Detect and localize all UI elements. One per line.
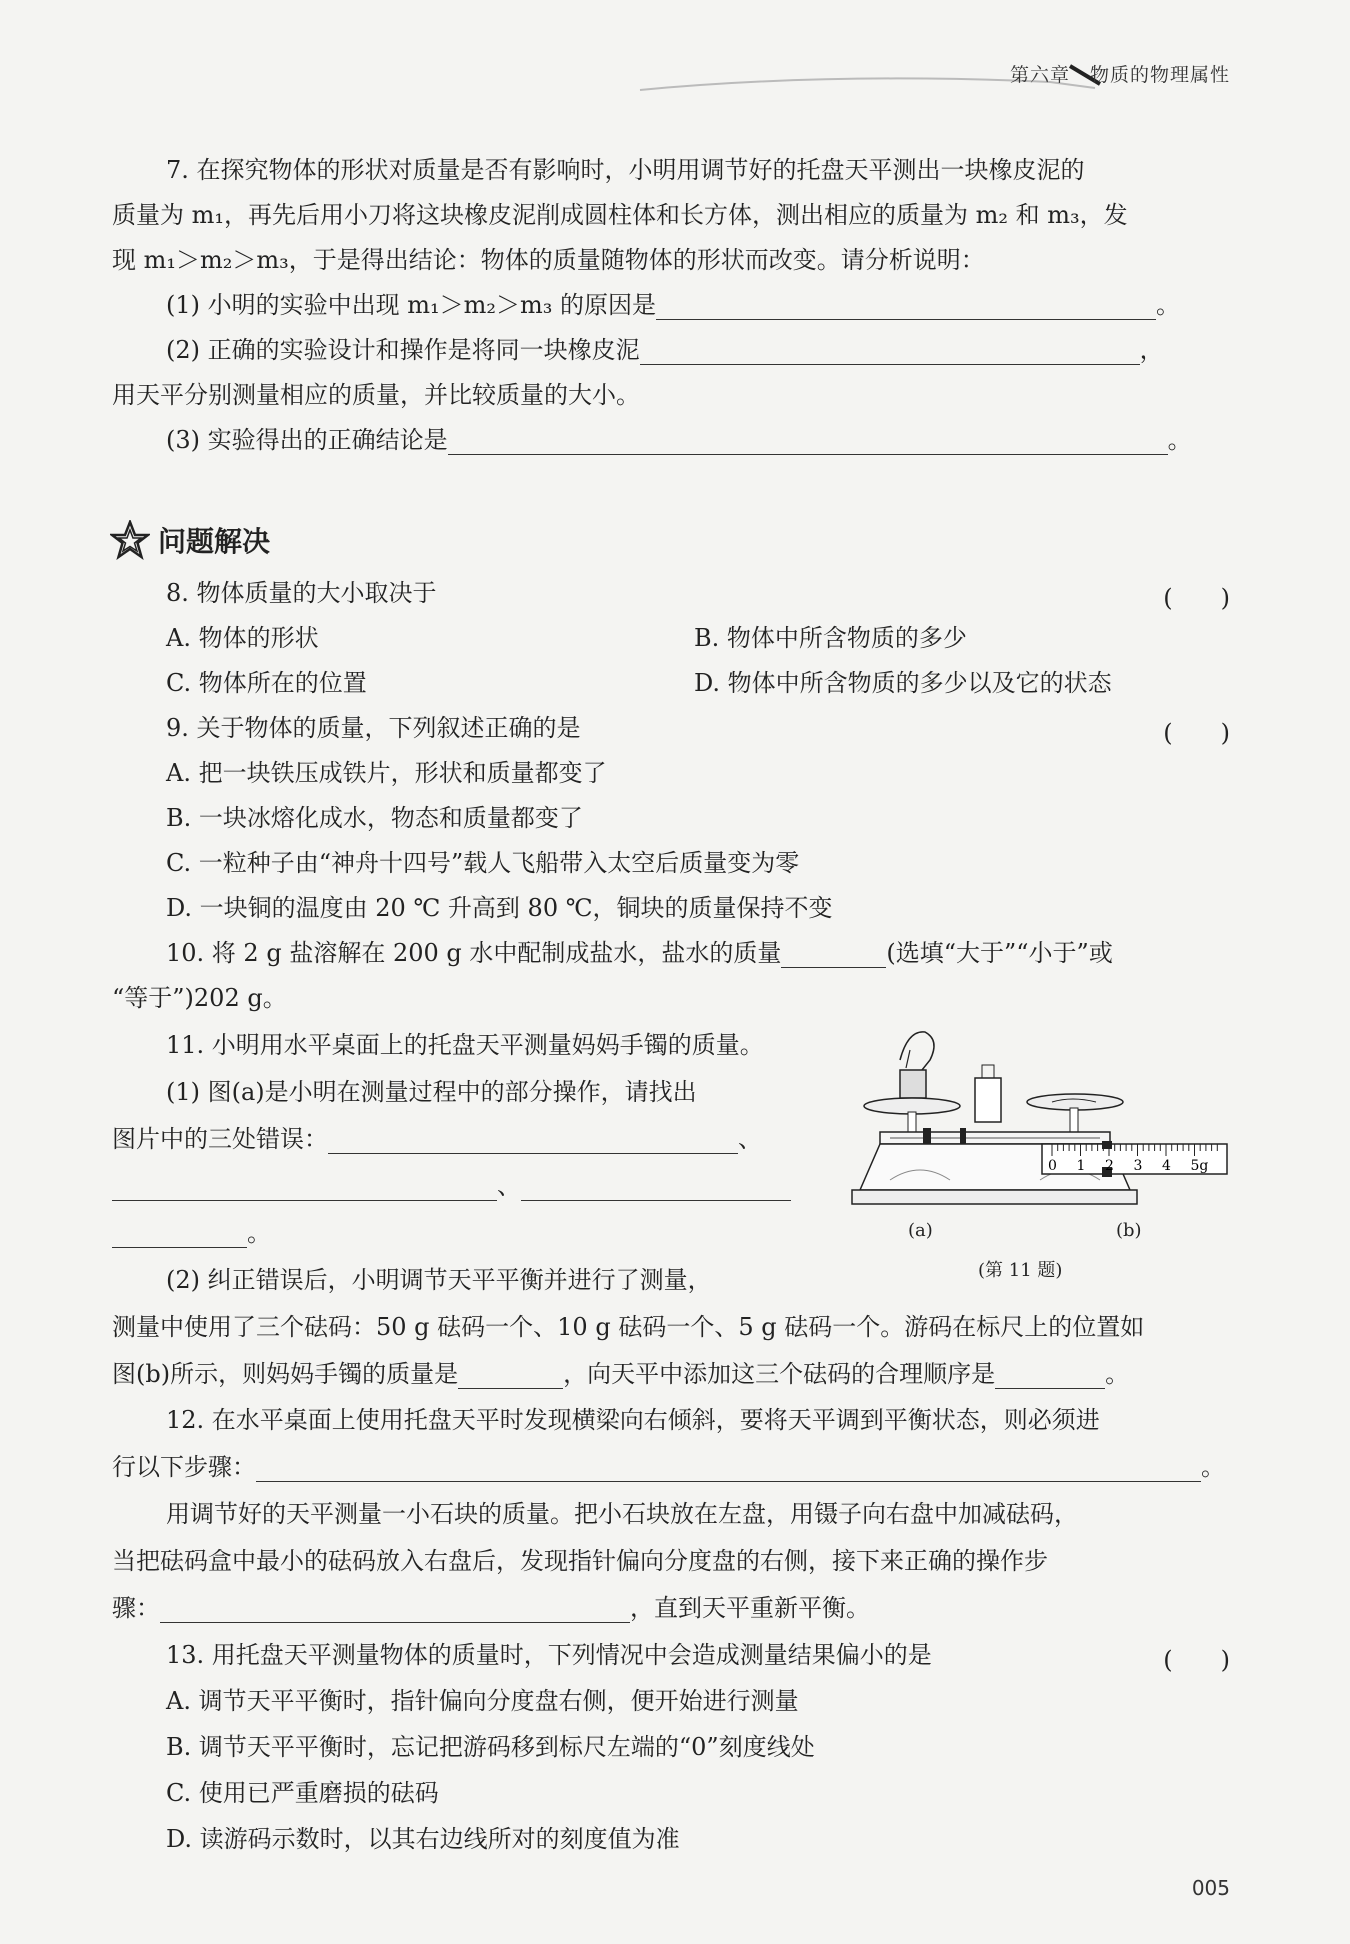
q13-option-a[interactable]: A. 调节天平平衡时，指针偏向分度盘右侧，便开始进行测量 (166, 1687, 799, 1715)
q11-sub1b (112, 1124, 762, 1154)
q12-line4: 当把砝码盒中最小的砝码放入右盘后，发现指针偏向分度盘的右侧，接下来正确的操作步 (112, 1547, 1048, 1575)
q7-line1: 7. 在探究物体的形状对质量是否有影响时，小明用调节好的托盘天平测出一块橡皮泥的 (166, 156, 1085, 184)
q7-line2: 质量为 m₁，再先后用小刀将这块橡皮泥削成圆柱体和长方体，测出相应的质量为 m₂ 和 m₃，发 (112, 201, 1128, 229)
q11-error-blank-1[interactable] (328, 1127, 738, 1154)
q7-sub3-blank[interactable] (448, 428, 1168, 455)
weight-block (900, 1070, 926, 1098)
q12-line5-text-a: 骤： (112, 1594, 160, 1622)
q7-sub2 (166, 335, 1164, 365)
q12-line1: 12. 在水平桌面上使用托盘天平时发现横梁向右倾斜，要将天平调到平衡状态，则必须进 (166, 1406, 1100, 1434)
chapter-title: 物质的物理属性 (1089, 64, 1230, 86)
q8-option-a[interactable]: A. 物体的形状 (166, 624, 319, 652)
q13-option-d[interactable]: D. 读游码示数时，以其右边线所对的刻度值为准 (166, 1825, 680, 1853)
ruler-label: 3 (1133, 1158, 1143, 1174)
q7-sub1-blank[interactable] (656, 293, 1156, 320)
q9-option-b[interactable]: B. 一块冰熔化成水，物态和质量都变了 (166, 804, 583, 832)
q9-stem: 9. 关于物体的质量，下列叙述正确的是 (166, 714, 581, 742)
fig-caption: (第 11 题) (978, 1260, 1063, 1281)
q12-line3: 用调节好的天平测量一小石块的质量。把小石块放在左盘，用镊子向右盘中加减砝码， (166, 1500, 1078, 1528)
q9-option-a[interactable]: A. 把一块铁压成铁片，形状和质量都变了 (166, 759, 607, 787)
q8-option-b[interactable]: B. 物体中所含物质的多少 (694, 624, 967, 652)
page-header (630, 52, 1230, 92)
ruler-rider-top (1102, 1141, 1112, 1149)
q11-figure (830, 1020, 1230, 1281)
q13-option-c[interactable]: C. 使用已严重磨损的砝码 (166, 1779, 439, 1807)
ruler-label: 1 (1076, 1158, 1086, 1174)
q9-option-c[interactable]: C. 一粒种子由“神舟十四号”载人飞船带入太空后质量变为零 (166, 849, 800, 877)
q11-error-blank-2[interactable] (112, 1174, 497, 1201)
q8-stem: 8. 物体质量的大小取决于 (166, 579, 437, 607)
q10-text-a: 10. 将 2 g 盐溶解在 200 g 水中配制成盐水，盐水的质量 (166, 939, 782, 967)
q11-sub2c-text1: 图(b)所示，则妈妈手镯的质量是 (112, 1360, 459, 1388)
q7-sub2-end: ， (1139, 336, 1164, 364)
q11-sub1a: (1) 图(a)是小明在测量过程中的部分操作，请找出 (166, 1078, 697, 1106)
q7-sub2-cont: 用天平分别测量相应的质量，并比较质量的大小。 (112, 381, 640, 409)
q11-sub2c-text2: ，向天平中添加这三个砝码的合理顺序是 (563, 1360, 996, 1388)
q8-option-c[interactable]: C. 物体所在的位置 (166, 669, 367, 697)
q12-line2-text: 行以下步骤： (112, 1453, 256, 1481)
q12-operation-blank[interactable] (160, 1596, 630, 1623)
balance-diagram (830, 1020, 1230, 1270)
q7-sub3-text: (3) 实验得出的正确结论是 (166, 426, 448, 454)
q11-end: 。 (247, 1219, 271, 1247)
q11-mass-blank[interactable] (458, 1362, 563, 1389)
q7-sub1-end: 。 (1156, 291, 1181, 319)
ruler-label: 4 (1162, 1158, 1171, 1174)
q11-error-blank-4[interactable] (112, 1221, 247, 1248)
q11-error-blank-3[interactable] (521, 1174, 791, 1201)
ruler-label: 5g (1190, 1158, 1209, 1174)
q10-line1 (166, 938, 1113, 968)
q10-blank[interactable] (781, 941, 886, 968)
q11-sub2c-end: 。 (1105, 1360, 1130, 1388)
q12-line2-end: 。 (1201, 1453, 1225, 1481)
header-text (990, 60, 1230, 87)
section-header (110, 520, 270, 560)
q13-stem: 13. 用托盘天平测量物体的质量时，下列情况中会造成测量结果偏小的是 (166, 1641, 932, 1669)
q11-stem: 11. 小明用水平桌面上的托盘天平测量妈妈手镯的质量。 (166, 1031, 764, 1059)
center-post (975, 1078, 1001, 1122)
q11-order-blank[interactable] (995, 1362, 1105, 1389)
q11-sep-2: 、 (497, 1172, 521, 1200)
q8-answer-paren[interactable]: ( ) (1163, 584, 1230, 612)
q11-sep-1: 、 (738, 1125, 762, 1153)
q9-option-d[interactable]: D. 一块铜的温度由 20 ℃ 升高到 80 ℃，铜块的质量保持不变 (166, 894, 833, 922)
ruler-label: 2 (1105, 1158, 1114, 1174)
q7-sub3 (166, 425, 1192, 455)
q10-line2: “等于”)202 g。 (112, 984, 287, 1012)
q7-sub2-text: (2) 正确的实验设计和操作是将同一块橡皮泥 (166, 336, 640, 364)
page-number: 005 (1191, 1876, 1230, 1900)
star-icon (110, 520, 150, 560)
chapter-label: 第六章 (1009, 64, 1070, 86)
q13-option-b[interactable]: B. 调节天平平衡时，忘记把游码移到标尺左端的“0”刻度线处 (166, 1733, 815, 1761)
q8-option-d[interactable]: D. 物体中所含物质的多少以及它的状态 (694, 669, 1112, 697)
q11-sub1c (112, 1171, 791, 1201)
q7-sub2-blank[interactable] (640, 338, 1140, 365)
q12-line5 (112, 1593, 870, 1623)
fig-label-b: (b) (1116, 1220, 1142, 1241)
q11-sub1d (112, 1218, 271, 1248)
fig-label-a: (a) (908, 1220, 933, 1241)
section-title: 问题解决 (158, 525, 271, 558)
q10-text-b: (选填“大于”“小于”或 (886, 939, 1113, 967)
q12-steps-blank[interactable] (256, 1455, 1201, 1482)
q7-line3: 现 m₁＞m₂＞m₃，于是得出结论：物体的质量随物体的形状而改变。请分析说明： (112, 246, 985, 274)
q11-sub2c (112, 1359, 1129, 1389)
ruler-label: 0 (1048, 1158, 1057, 1174)
q11-sub1b-text: 图片中的三处错误： (112, 1125, 328, 1153)
q9-answer-paren[interactable]: ( ) (1163, 719, 1230, 747)
q7-sub1-text: (1) 小明的实验中出现 m₁＞m₂＞m₃ 的原因是 (166, 291, 657, 319)
q11-sub2b: 测量中使用了三个砝码：50 g 砝码一个、10 g 砝码一个、5 g 砝码一个。游码在标尺上的位置如 (112, 1313, 1145, 1341)
q7-sub3-end: 。 (1167, 426, 1192, 454)
q7-sub1 (166, 290, 1180, 320)
q13-answer-paren[interactable]: ( ) (1163, 1646, 1230, 1674)
q12-line2 (112, 1452, 1225, 1482)
q12-line5-text-b: ，直到天平重新平衡。 (630, 1594, 870, 1622)
q11-sub2a: (2) 纠正错误后，小明调节天平平衡并进行了测量， (166, 1266, 712, 1294)
